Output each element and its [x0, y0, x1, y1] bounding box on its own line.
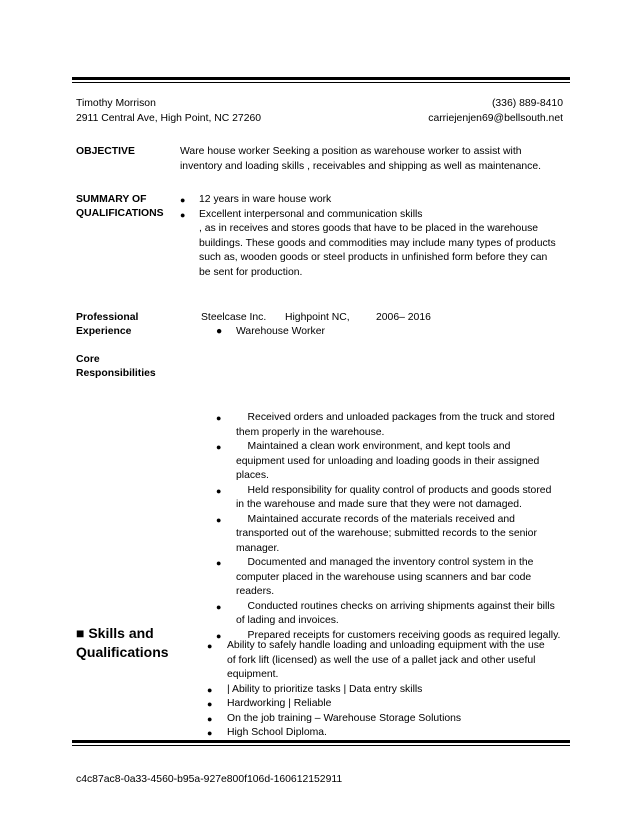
summary-continuation-line: such as, wooden goods or steel products in unfinished form before they can [199, 252, 548, 263]
summary-continuation-line: buildings. These goods and commodities may include many types of products [199, 237, 556, 249]
bullet-icon: ● [207, 699, 213, 709]
list-item: ● Excellent interpersonal and communication skills [199, 208, 579, 223]
summary-list [180, 193, 579, 280]
bullet-icon: ● [207, 728, 213, 738]
bullet-icon: ● [216, 442, 222, 452]
bullet-icon: ● [207, 684, 213, 695]
candidate-email: carriejenjen69@bellsouth.net [428, 113, 563, 124]
candidate-address: 2911 Central Ave, High Point, NC 27260 [76, 113, 262, 124]
bullet-icon: ● [216, 601, 222, 612]
list-item: ● Ability to safely handle loading and unloading equipment with the use of fork lift (licensed) as well the use of a pallet jack and other useful equipment. [207, 640, 545, 680]
list-item: ● Documented and managed the inventory control system in the computer placed in the warehouse using scanners and bar code readers. [216, 557, 534, 597]
top-rule [72, 77, 570, 80]
list-item: ● Maintained a clean work environment, and kept tools and equipment used for unloading and loading goods in their assigned places. [216, 441, 540, 481]
list-item: ● High School Diploma. [227, 726, 577, 741]
bullet-icon: ● [207, 713, 213, 724]
experience-heading-line-2: Experience [76, 326, 132, 337]
bullet-icon: ● [216, 413, 222, 423]
experience-role: Warehouse Worker [236, 326, 325, 337]
summary-continuation-line: be sent for production. [199, 266, 303, 278]
summary-heading-line-1: SUMMARY OF [76, 194, 147, 205]
list-item: ● 12 years in ware house work [199, 193, 579, 208]
bullet-icon: ● [216, 630, 222, 641]
experience-dates: 2006– 2016 [376, 312, 431, 323]
summary-heading-line-2: QUALIFICATIONS [76, 208, 164, 219]
objective-line-1: Ware house worker Seeking a position as warehouse worker to assist with [180, 146, 522, 157]
list-item: ● Conducted routines checks on arriving shipments against their bills of lading and invoices. [216, 600, 555, 626]
candidate-name: Timothy Morrison [76, 98, 156, 109]
bullet-icon: ● [207, 641, 213, 651]
bottom-rule [72, 740, 570, 743]
list-item: ● Prepared receipts for customers receiving goods as required legally. [236, 629, 576, 644]
bullet-icon: ● [180, 209, 186, 220]
objective-heading: OBJECTIVE [76, 146, 135, 157]
bullet-icon: ● [216, 514, 222, 525]
document-id: c4c87ac8-0a33-4560-b95a-927e800f106d-160612152911 [76, 774, 343, 785]
bullet-icon: ● [216, 558, 222, 568]
responsibilities-heading-line-1: Core [76, 354, 100, 365]
experience-role-bullet-icon: ● [216, 326, 223, 337]
candidate-phone: (336) 889-8410 [491, 98, 563, 109]
bottom-rule-thin [72, 745, 570, 746]
list-item: ● | Ability to prioritize tasks | Data entry skills [227, 683, 577, 698]
experience-location: Highpoint NC, [285, 312, 350, 323]
responsibilities-heading-line-2: Responsibilities [76, 368, 156, 379]
bullet-icon: ● [216, 485, 222, 496]
summary-continuation-line: , as in receives and stores goods that have to be placed in the warehouse [199, 223, 539, 234]
list-item: ● On the job training – Warehouse Storage Solutions [227, 712, 577, 727]
objective-line-2: inventory and loading skills , receivables and shipping as well as maintenance. [180, 161, 541, 172]
list-item: ● Received orders and unloaded packages from the truck and stored them properly in the warehouse. [216, 412, 555, 438]
experience-company: Steelcase Inc. [201, 312, 267, 323]
responsibilities-list [216, 382, 576, 658]
list-item: ● Hardworking | Reliable [227, 697, 577, 712]
top-rule-thin [72, 82, 570, 83]
list-item: ● Maintained accurate records of the materials received and transported out of the warehouse; submitted records to the senior manager. [216, 513, 537, 554]
bullet-icon: ● [180, 195, 186, 205]
skills-heading: ■ Skills and Qualifications [76, 625, 169, 660]
skills-list [207, 639, 577, 741]
list-item: ● Held responsibility for quality control of products and goods stored in the warehouse and made sure that they were not damaged. [216, 484, 552, 510]
experience-heading-line-1: Professional [76, 312, 139, 323]
